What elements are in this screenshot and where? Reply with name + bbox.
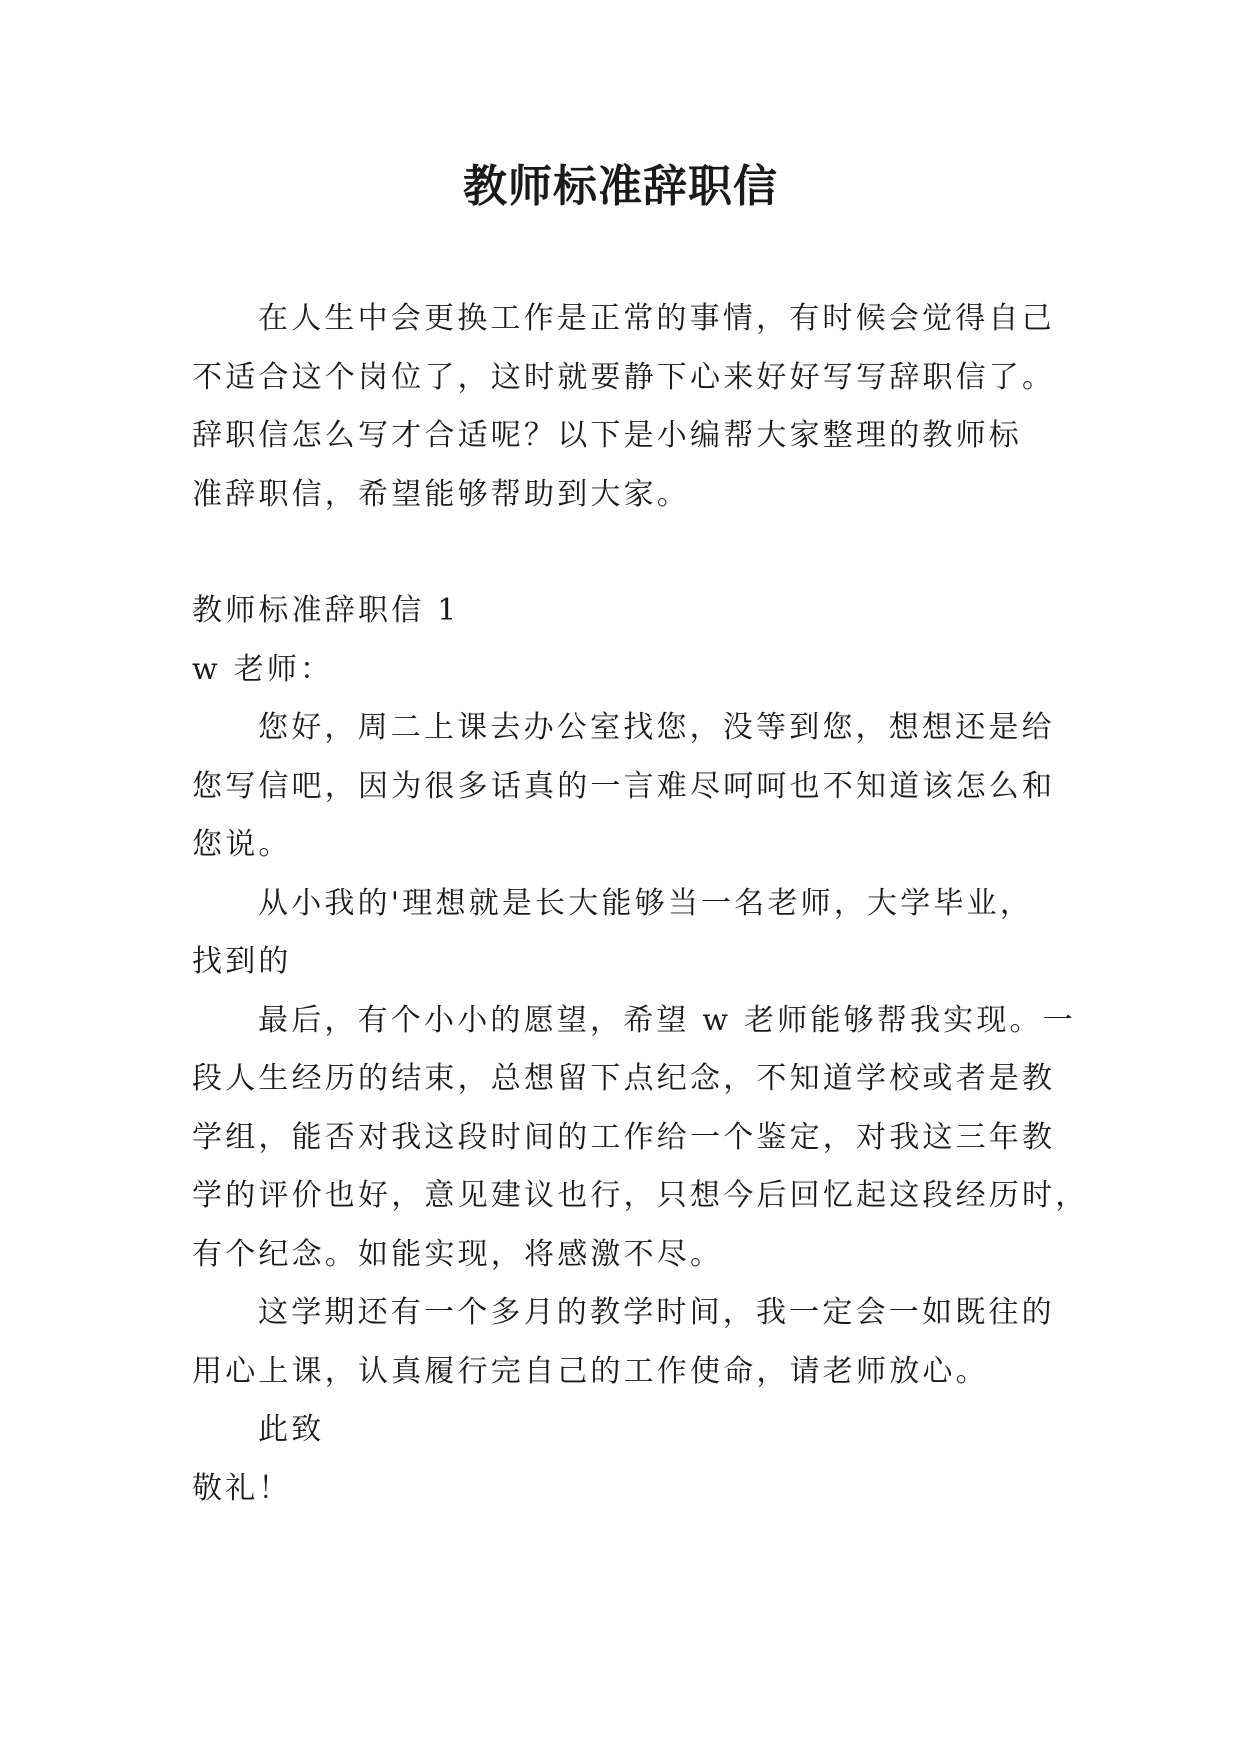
intro-line: 不适合这个岗位了，这时就要静下心来好好写写辞职信了。 bbox=[192, 359, 1056, 395]
document-body bbox=[192, 290, 1089, 1518]
document-title: 教师标准辞职信 bbox=[463, 161, 778, 212]
spacer bbox=[192, 524, 1072, 582]
paragraph-line: 有个纪念。如能实现，将感激不尽。 bbox=[192, 1236, 724, 1272]
paragraph-line: 您好，周二上课去办公室找您，没等到您，想想还是给 bbox=[258, 710, 1055, 745]
intro-line: 准辞职信，希望能够帮助到大家。 bbox=[192, 476, 690, 512]
paragraph-line: 学组，能否对我这段时间的工作给一个鉴定，对我这三年教 bbox=[192, 1119, 1056, 1155]
paragraph-line: 从小我的'理想就是长大能够当一名老师，大学毕业， bbox=[258, 885, 1034, 921]
closing: 此致 bbox=[258, 1412, 325, 1447]
intro-line: 在人生中会更换工作是正常的事情，有时候会觉得自己 bbox=[258, 301, 1055, 336]
paragraph-line: 段人生经历的结束，总想留下点纪念，不知道学校或者是教 bbox=[192, 1061, 1056, 1096]
intro-line: 辞职信怎么写才合适呢？以下是小编帮大家整理的教师标 bbox=[192, 418, 1022, 453]
paragraph-line: 学的评价也好，意见建议也行，只想今后回忆起这段经历时， bbox=[192, 1178, 1089, 1213]
paragraph-line: 您说。 bbox=[192, 827, 292, 862]
paragraph-line: 最后，有个小小的愿望，希望 w 老师能够帮我实现。一 bbox=[258, 1002, 1076, 1038]
section-heading: 教师标准辞职信 1 bbox=[192, 593, 460, 628]
salutation: w 老师： bbox=[192, 651, 334, 687]
paragraph-line: 这学期还有一个多月的教学时间，我一定会一如既往的 bbox=[258, 1295, 1055, 1330]
paragraph-line: 您写信吧，因为很多话真的一言难尽呵呵也不知道该怎么和 bbox=[192, 768, 1056, 804]
paragraph-line: 找到的 bbox=[192, 944, 292, 979]
regards: 敬礼！ bbox=[192, 1470, 292, 1506]
paragraph-line: 用心上课，认真履行完自己的工作使命，请老师放心。 bbox=[192, 1353, 989, 1389]
